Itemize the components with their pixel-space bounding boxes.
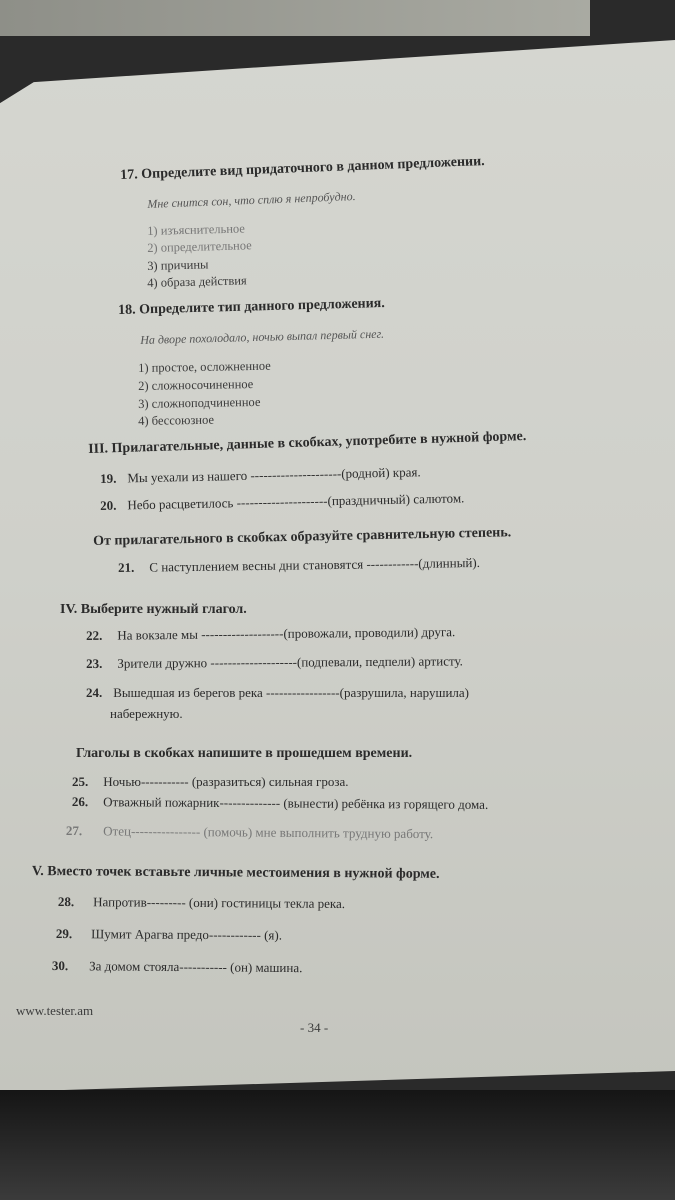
section3-heading: III. Прилагательные, данные в скобках, употребите в нужной форме.	[88, 429, 527, 457]
item-number: 30.	[51, 958, 69, 974]
item-number: 26.	[71, 794, 89, 810]
q18-option: 4) бессоюзное	[138, 412, 215, 428]
item-number: 21.	[118, 559, 135, 575]
page-number: - 34 -	[300, 1020, 329, 1035]
exercise-item-23	[86, 653, 463, 672]
item-number: 20.	[100, 497, 117, 513]
item-text: С наступлением весны дни становятся ------------(длинный).	[149, 554, 481, 575]
item-text: Напротив--------- (они) гостиницы текла река.	[93, 894, 346, 912]
section4-heading: IV. Выберите нужный глагол.	[60, 602, 247, 617]
exercise-item-22	[86, 624, 455, 644]
q17-option: 4) образа действия	[147, 273, 247, 290]
item-number: 23.	[86, 655, 103, 671]
footer-website: www.tester.am	[16, 1003, 94, 1018]
item-text: Ночью----------- (разразиться) сильная гроза.	[103, 774, 349, 789]
exercise-item-26	[72, 794, 488, 813]
q18-example: На дворе похолодало, ночью выпал первый снег.	[140, 326, 385, 347]
item-number: 24.	[86, 685, 103, 700]
q18-option: 3) сложноподчиненное	[138, 394, 261, 411]
q18-option: 2) сложносочиненное	[138, 376, 254, 393]
item-text: За домом стояла----------- (он) машина.	[89, 958, 303, 976]
item-text: Шумит Арагва предо------------ (я).	[91, 926, 283, 943]
exercise-item-19	[100, 464, 421, 487]
exercise-item-28	[58, 894, 345, 912]
exercise-item-27	[66, 823, 433, 842]
item-number: 29.	[55, 926, 73, 942]
item-text: Мы уехали из нашего ---------------------(родной) края.	[127, 464, 421, 486]
item-text: На вокзале мы -------------------(провожали, проводили) друга.	[117, 624, 456, 643]
section3-subheading: От прилагательного в скобках образуйте сравнительную степень.	[93, 525, 512, 549]
q18-heading: 18. Определите тип данного предложения.	[118, 296, 385, 318]
q17-option: 2) определительное	[147, 238, 252, 255]
q18-option: 1) простое, осложненное	[138, 358, 271, 375]
section5-heading: V. Вместо точек вставьте личные местоимения в нужной форме.	[31, 864, 440, 882]
q17-heading: 17. Определите вид придаточного в данном предложении.	[120, 154, 485, 183]
item-text: Отважный пожарник-------------- (вынести) ребёнка из горящего дома.	[103, 794, 489, 812]
item-text: Небо расцветилось ---------------------(праздничный) салютом.	[127, 490, 465, 513]
item-number: 25.	[72, 774, 89, 789]
item-number: 19.	[100, 470, 117, 486]
item-text: Зрители дружно --------------------(подпевали, педпели) артисту.	[117, 653, 463, 671]
exercise-item-24-continuation: набережную.	[110, 706, 183, 721]
section4-subheading: Глаголы в скобках напишите в прошедшем времени.	[76, 746, 413, 761]
item-number: 27.	[65, 823, 83, 839]
item-number: 22.	[86, 627, 103, 643]
q17-option: 3) причины	[147, 257, 209, 273]
exercise-item-24	[86, 685, 469, 701]
item-number: 28.	[57, 894, 75, 910]
exercise-item-30	[52, 958, 303, 976]
exercise-item-25	[72, 774, 348, 790]
item-text: Вышедшая из берегов река -----------------(разрушила, нарушила)	[113, 685, 470, 700]
exercise-item-20	[100, 490, 465, 514]
item-text: Отец---------------- (помочь) мне выполнить трудную работу.	[103, 823, 434, 842]
exercise-item-29	[56, 926, 282, 944]
q17-example: Мне снится сон, что сплю я непробудно.	[147, 188, 356, 211]
exercise-item-21	[118, 555, 480, 576]
q17-option: 1) изъяснительное	[147, 221, 246, 238]
